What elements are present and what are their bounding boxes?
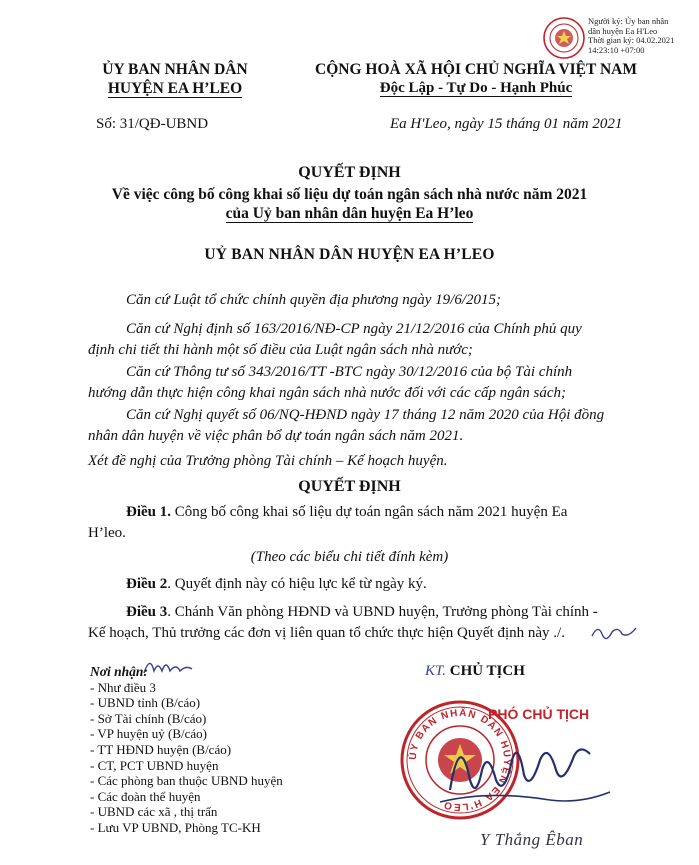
list-item: - Như điều 3 [90, 679, 156, 695]
article-label: Điều 2 [126, 576, 168, 592]
recipients-label: Nơi nhận: [90, 664, 148, 679]
preamble-paragraph [88, 290, 648, 311]
article-line [88, 602, 648, 623]
subject-line2 [0, 204, 699, 223]
article-text: . Chánh Văn phòng HĐND và UBND huyện, Trưởng phòng Tài chính - [167, 604, 598, 620]
preamble-paragraph [88, 451, 648, 472]
issuing-organization [60, 60, 290, 98]
list-item: - CT, PCT UBND huyện [90, 757, 219, 773]
digital-signature-info [588, 17, 698, 55]
list-item: - TT HĐND huyện (B/cáo) [90, 741, 232, 757]
signature-line: dân huyện Ea H'Leo [588, 25, 658, 36]
signature-line: Thời gian ký: 04.02.2021 [588, 35, 675, 45]
decision-heading: QUYẾT ĐỊNH [298, 478, 401, 495]
list-item: - Các đoàn thể huyện [90, 788, 201, 804]
national-motto-line [296, 79, 656, 98]
place-and-date: Ea H'Leo, ngày 15 tháng 01 năm 2021 [390, 116, 623, 132]
article-1-note: (Theo các biểu chi tiết đính kèm) [250, 549, 449, 565]
preamble-line: Căn cứ Nghị định số 163/2016/NĐ-CP ngày 21/12/2016 của Chính phủ quy [126, 321, 582, 337]
list-item: - UBND các xã , thị trấn [90, 804, 218, 820]
article-1 [88, 502, 648, 544]
preamble-line: Căn cứ Luật tổ chức chính quyền địa phương ngày 19/6/2015; [126, 292, 501, 308]
signer-name: Y Thắng Êban [480, 830, 584, 849]
article-2 [88, 574, 648, 595]
document-number: Số: 31/QĐ-UBND [96, 116, 209, 132]
list-item: - UBND tỉnh (B/cáo) [90, 695, 201, 711]
signer-prefix: KT. [425, 663, 450, 679]
list-item: - Các phòng ban thuộc UBND huyện [90, 773, 283, 789]
digital-seal-icon [542, 16, 586, 60]
preamble-line: Căn cứ Thông tư số 343/2016/TT -BTC ngày 30/12/2016 của bộ Tài chính [126, 364, 573, 380]
signer-title-text: CHỦ TỊCH [449, 663, 525, 679]
preamble-line: nhân dân huyện về việc phân bổ dự toán ngân sách năm 2021. [88, 428, 464, 444]
signer-title [425, 663, 525, 680]
subject-line1: Về việc công bố công khai số liệu dự toán ngân sách nhà nước năm 2021 [111, 186, 588, 203]
recipients-list [90, 664, 283, 836]
preamble-paragraph [88, 319, 648, 361]
article-label: Điều 1. [126, 504, 171, 520]
article-label: Điều 3 [126, 604, 168, 620]
handwritten-signature-icon [430, 720, 620, 820]
signature-line: Người ký: Ủy ban nhân [588, 16, 669, 26]
org-name-text: HUYỆN EA H’LEO [107, 80, 243, 97]
preamble-paragraph [88, 405, 648, 447]
document-subject [0, 185, 699, 223]
list-item: - Sở Tài chính (B/cáo) [90, 710, 207, 726]
initials-mark-icon [590, 622, 640, 642]
article-text: . Quyết định này có hiệu lực kể từ ngày ký. [167, 576, 427, 592]
issuing-authority: UỶ BAN NHÂN DÂN HUYỆN EA H’LEO [204, 246, 495, 263]
org-name-line2 [60, 79, 290, 98]
article-text: Công bố công khai số liệu dự toán ngân sách năm 2021 huyện Ea [171, 504, 568, 520]
article-line [88, 574, 648, 595]
article-line: Kế hoạch, Thủ trưởng các đơn vị liên quan tổ chức thực hiện Quyết định này ./. [88, 625, 565, 641]
list-item: - VP huyện uỷ (B/cáo) [90, 726, 207, 742]
preamble-line: Xét đề nghị của Trưởng phòng Tài chính – Kế hoạch huyện. [88, 453, 448, 469]
document-title: QUYẾT ĐỊNH [298, 164, 401, 181]
national-heading [296, 60, 656, 98]
preamble-line: hướng dẫn thực hiện công khai ngân sách nhà nước đối với các cấp ngân sách; [88, 385, 567, 401]
article-line [88, 502, 648, 523]
seal-text: ỦY BAN NHÂN DÂN HUYỆN EA H'LEO [407, 707, 513, 813]
deputy-chairman-label: PHÓ CHỦ TỊCH [488, 706, 590, 722]
preamble-line: Căn cứ Nghị quyết số 06/NQ-HĐND ngày 17 tháng 12 năm 2020 của Hội đồng [126, 407, 605, 423]
country-name: CỘNG HOÀ XÃ HỘI CHỦ NGHĨA VIỆT NAM [315, 61, 637, 78]
signature-line: 14:23:10 +07:00 [588, 44, 645, 55]
national-motto: Độc Lập - Tự Do - Hạnh Phúc [379, 80, 573, 96]
preamble-line: định chi tiết thi hành một số điều của Luật ngân sách nhà nước; [88, 342, 473, 358]
article-line: H’leo. [88, 525, 126, 541]
article-3 [88, 602, 648, 644]
subject-line2-text: của Uỷ ban nhân dân huyện Ea H’leo [225, 205, 474, 222]
list-item: - Lưu VP UBND, Phòng TC-KH [90, 819, 261, 835]
preamble-paragraph [88, 362, 648, 404]
org-name-line1: ỦY BAN NHÂN DÂN [102, 61, 248, 78]
